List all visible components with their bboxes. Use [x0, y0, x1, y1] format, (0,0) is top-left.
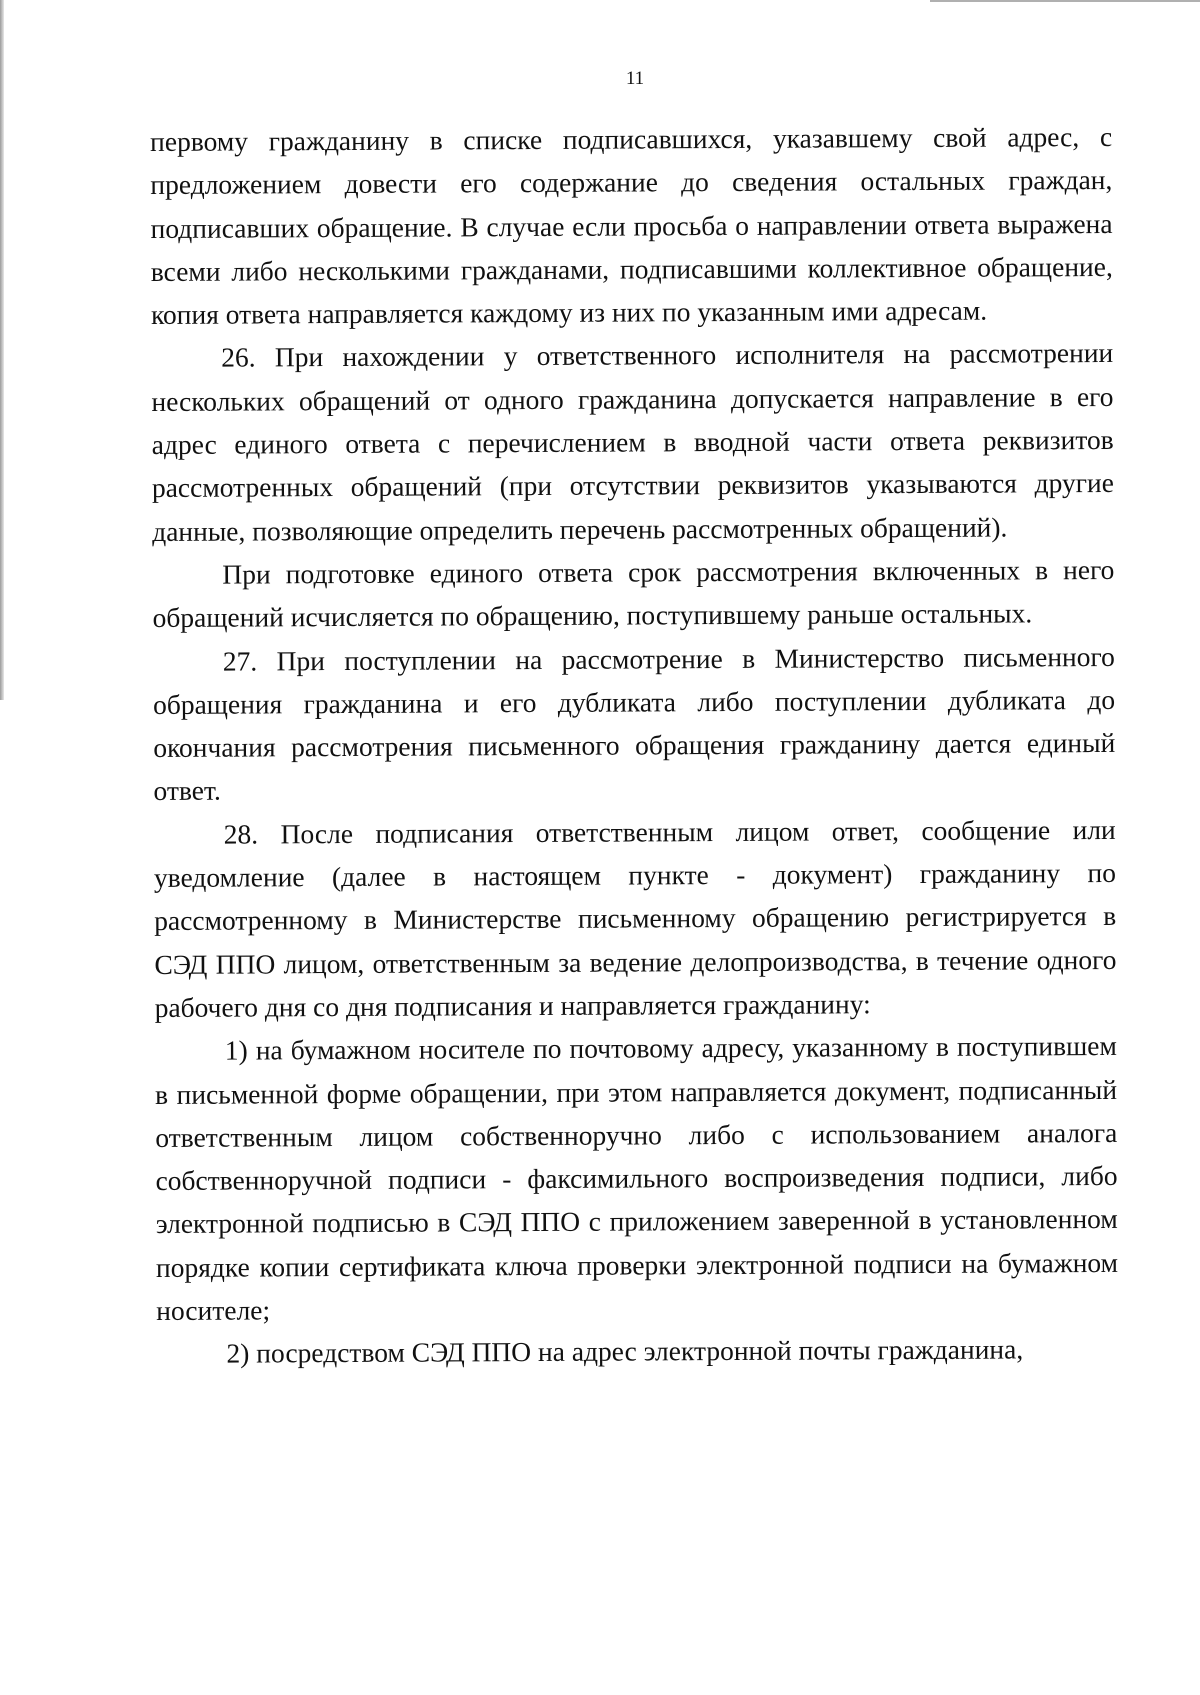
paragraph-28-item-2: 2) посредством СЭД ППО на адрес электронной почты гражданина,: [226, 1333, 1024, 1369]
document-body: [150, 115, 1119, 1376]
paragraph-28-item-1: 1) на бумажном носителе по почтовому адресу, указанному в поступившем в письменной форме обращении, при этом направляется документ, подписанный ответственным лицом собственноручно либо с использованием аналога собственноручной подписи - факсимильного воспроизведения подписи, либо электронной подписью в СЭД ППО с приложением заверенной в установленном порядке копии сертификата ключа проверки электронной подписи на бумажном носителе;: [155, 1030, 1119, 1326]
paragraph-26-single-answer: При подготовке единого ответа срок рассмотрения включенных в него обращений исчисляется по обращению, поступившему раньше остальных.: [152, 553, 1115, 634]
paragraph-28: 28. После подписания ответственным лицом ответ, сообщение или уведомление (далее в настоящем пункте - документ) гражданину по рассмотренному в Министерстве письменному обращению регистрируется в СЭД ППО лицом, ответственным за ведение делопроизводства, в течение одного рабочего дня со дня подписания и направляется гражданину:: [153, 813, 1117, 1023]
scan-edge-top: [930, 0, 1200, 2]
paragraph-27: 27. При поступлении на рассмотрение в Министерство письменного обращения гражданина и его дубликата либо поступлении дубликата до окончания рассмотрения письменного обращения гражданину дается единый ответ.: [152, 640, 1116, 807]
page-number: 11: [625, 68, 645, 89]
paragraph-26: 26. При нахождении у ответственного исполнителя на рассмотрении нескольких обращений от одного гражданина допускается направление в его адрес единого ответа с перечислением в вводной части ответа реквизитов рассмотренных обращений (при отсутствии реквизитов указываются другие данные, позволяющие определить перечень рассмотренных обращений).: [151, 337, 1114, 547]
paragraph-continuation: первому гражданину в списке подписавшихся, указавшему свой адрес, с предложением довести его содержание до сведения остальных граждан, подписавших обращение. В случае если просьба о направлении ответа выражена всеми либо несколькими гражданами, подписавшими коллективное обращение, копия ответа направляется каждому из них по указанным ими адресам.: [150, 120, 1113, 331]
scan-edge-left: [0, 0, 4, 700]
